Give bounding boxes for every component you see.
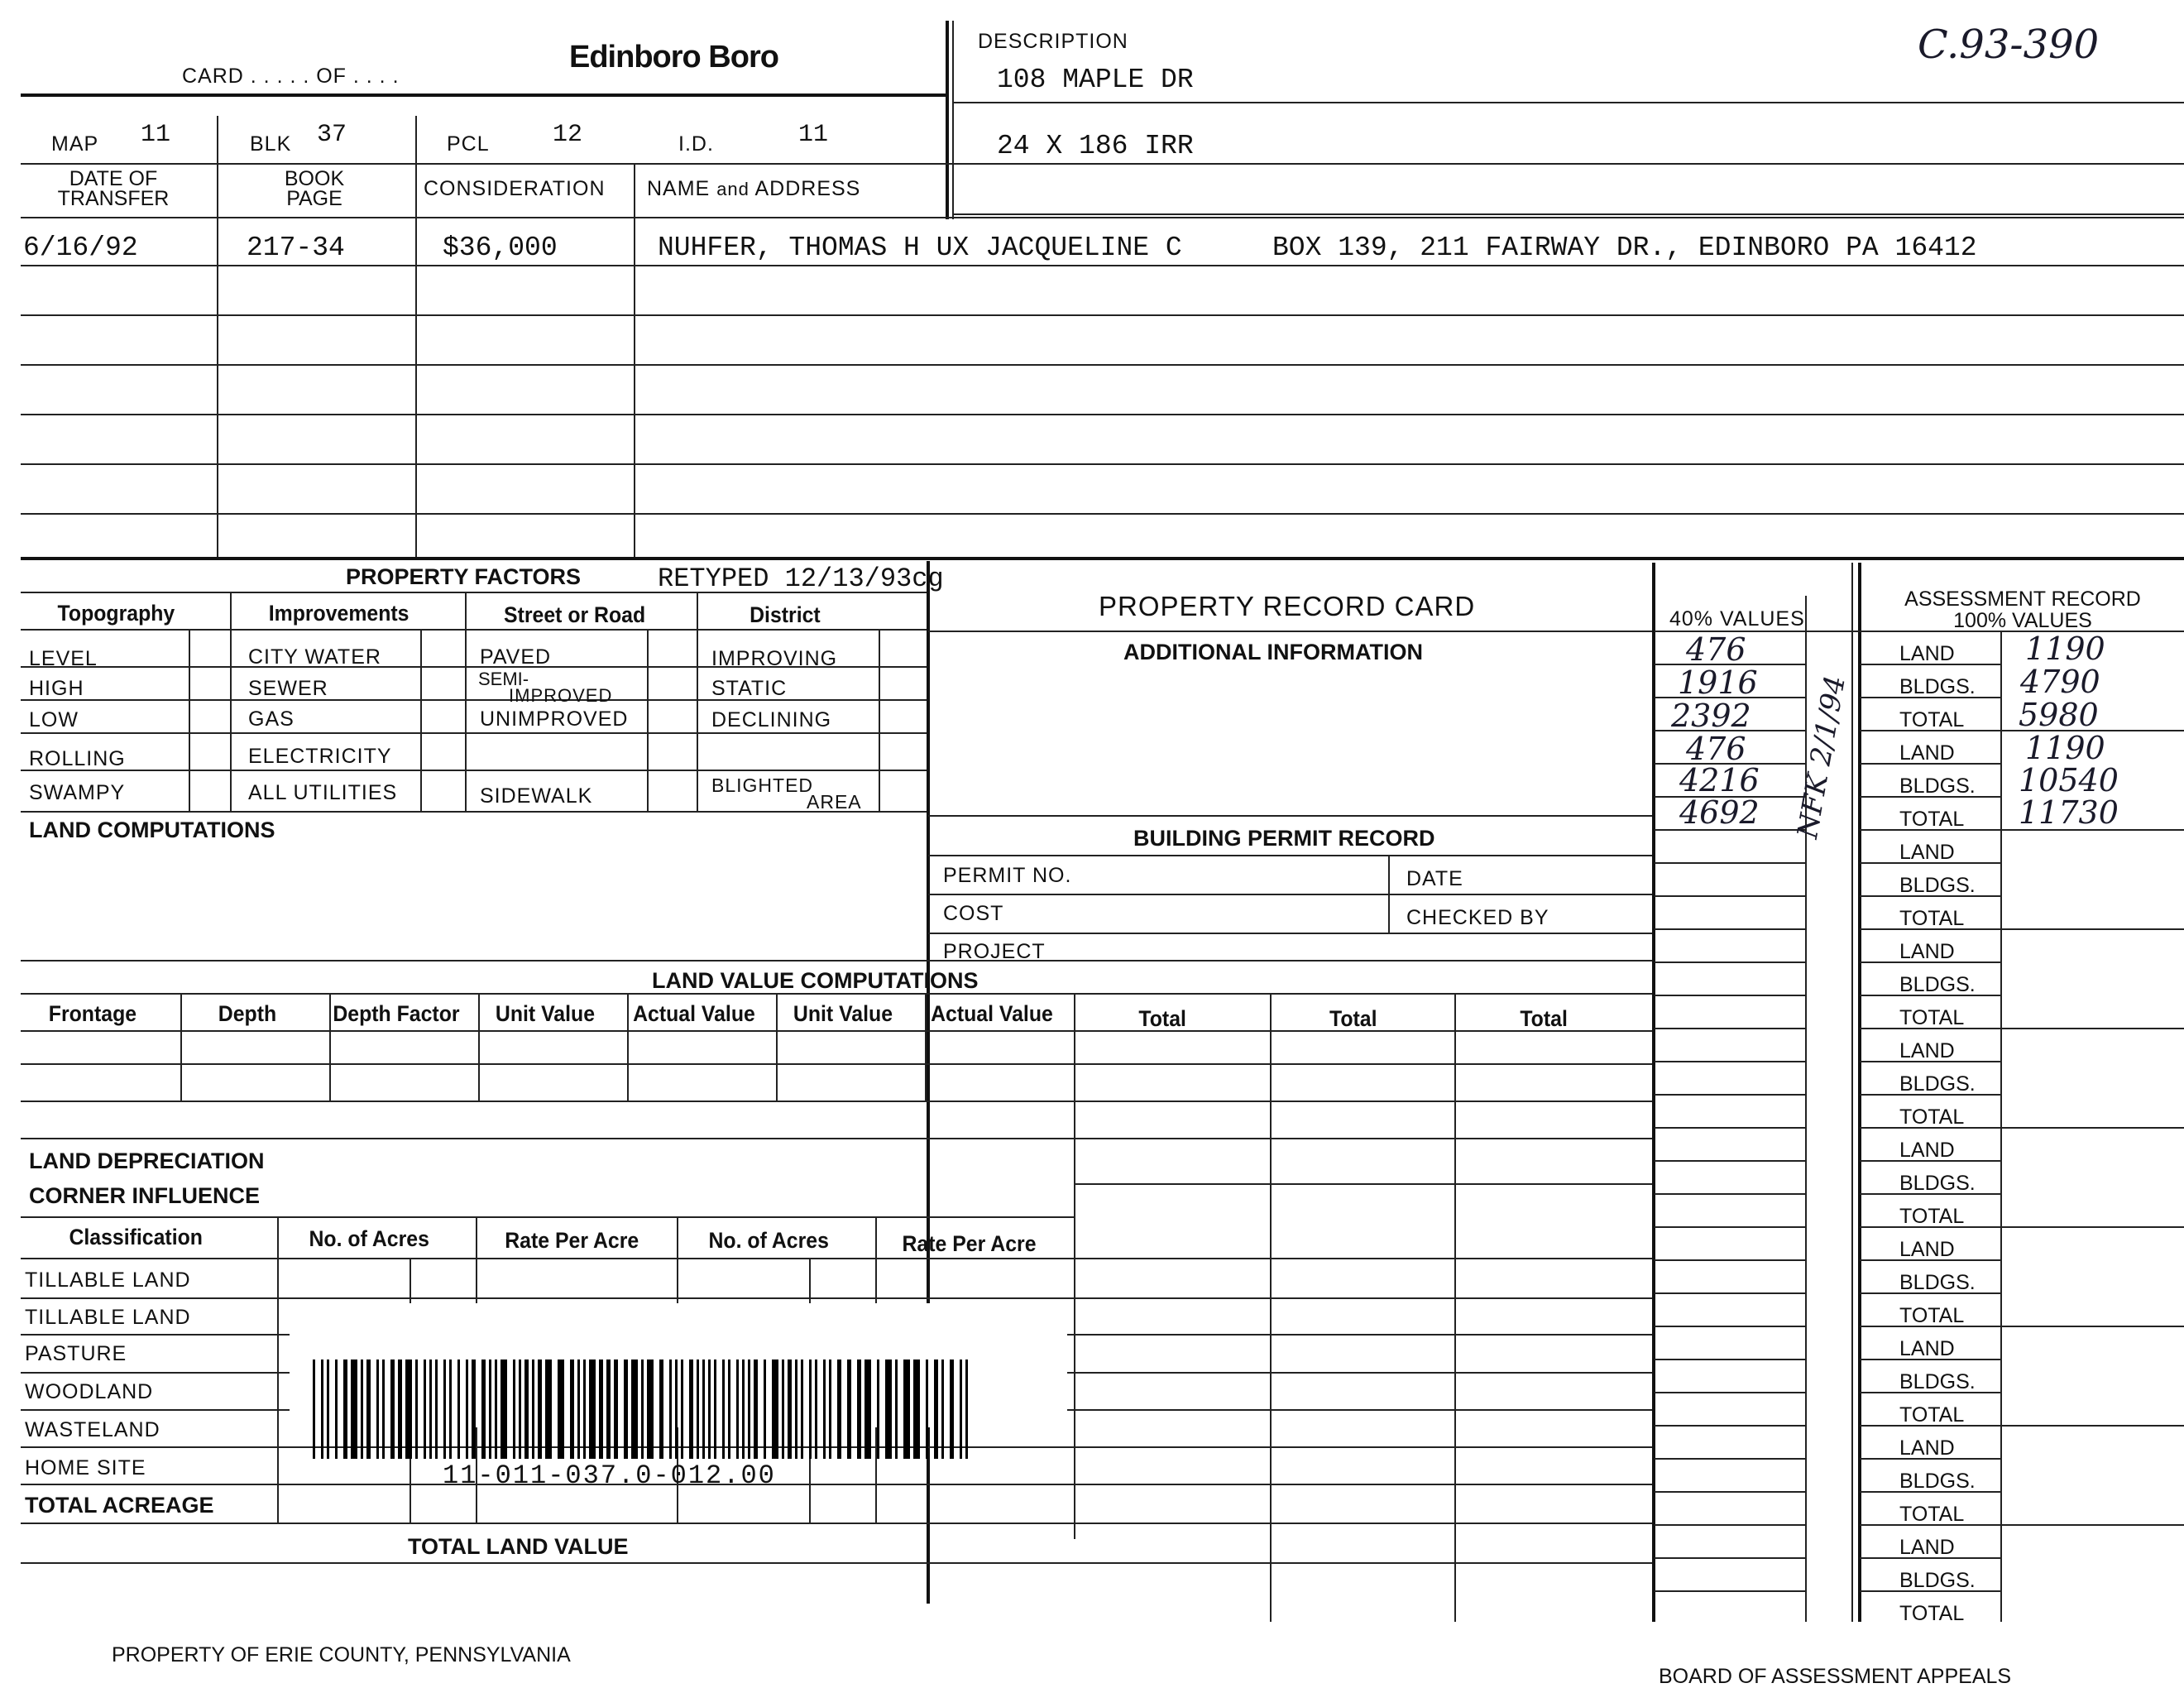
value-40-total-2: 4692 <box>1679 794 1760 831</box>
assessment-row-label: TOTAL <box>1899 1304 1965 1327</box>
road-unimproved: UNIMPROVED <box>480 707 629 731</box>
topography-header: Topography <box>57 601 175 626</box>
district-static: STATIC <box>711 677 788 700</box>
assessment-row-label: LAND <box>1899 741 1955 765</box>
barcode-number: 11-011-037.0-012.00 <box>443 1460 776 1491</box>
assessment-subtitle: 100% VALUES <box>1953 609 2092 632</box>
land-computations-title: LAND COMPUTATIONS <box>29 818 275 842</box>
description-dimensions: 24 X 186 IRR <box>997 131 1194 161</box>
improvements-header: Improvements <box>268 601 410 626</box>
assessment-title: ASSESSMENT RECORD <box>1904 587 2141 611</box>
land-value-header: Unit Value <box>495 1001 596 1026</box>
barcode-sticker <box>290 1303 1067 1427</box>
acreage-row-pasture: PASTURE <box>25 1342 127 1365</box>
land-value-header: Total <box>1520 1006 1568 1031</box>
land-value-header: Total <box>1329 1006 1377 1031</box>
impr-city-water: CITY WATER <box>248 645 381 669</box>
impr-all-utilities: ALL UTILITIES <box>248 781 398 804</box>
topo-level: LEVEL <box>29 647 98 670</box>
street-road-header: Street or Road <box>504 602 646 627</box>
transfer-name: NUHFER, THOMAS H UX JACQUELINE C <box>658 233 1182 263</box>
id-label: I.D. <box>678 132 714 156</box>
pcl-value: 12 <box>553 121 583 149</box>
assessment-row-label: LAND <box>1899 1436 1955 1460</box>
permit-date-label: DATE <box>1406 867 1463 890</box>
land-value-header: Total <box>1138 1006 1186 1031</box>
assessment-row-label: TOTAL <box>1899 1006 1965 1029</box>
footer-board: BOARD OF ASSESSMENT APPEALS <box>1659 1665 2012 1688</box>
card-label: CARD . . . . . OF . . . . <box>182 65 400 88</box>
retyped-note: RETYPED 12/13/93cg <box>658 563 944 594</box>
topo-swampy: SWAMPY <box>29 781 126 804</box>
rate-header-2: Rate Per Acre <box>902 1231 1037 1256</box>
assessment-row-label: LAND <box>1899 642 1955 665</box>
assessment-row-label: BLDGS. <box>1899 675 1976 698</box>
assessment-row-label: BLDGS. <box>1899 1271 1976 1294</box>
assessment-row-label: TOTAL <box>1899 907 1965 930</box>
topo-high: HIGH <box>29 677 84 700</box>
value-40-bldgs-2: 4216 <box>1679 762 1760 798</box>
property-factors-title: PROPERTY FACTORS <box>346 564 582 589</box>
assessment-bldgs-1: 4790 <box>2020 664 2100 700</box>
assessment-row-label: BLDGS. <box>1899 1072 1976 1096</box>
property-record-card-title: PROPERTY RECORD CARD <box>1099 591 1476 621</box>
land-depreciation-label: LAND DEPRECIATION <box>29 1149 265 1173</box>
assessment-row-label: LAND <box>1899 841 1955 864</box>
consideration-header: CONSIDERATION <box>424 177 606 200</box>
assessment-row-label: LAND <box>1899 940 1955 963</box>
assessment-land-2: 1190 <box>2025 730 2105 766</box>
assessment-row-label: LAND <box>1899 1238 1955 1261</box>
municipality-title: Edinboro Boro <box>569 40 778 74</box>
value-40-total-1: 2392 <box>1671 698 1751 734</box>
assessment-bldgs-2: 10540 <box>2019 762 2119 798</box>
value-40-bldgs-1: 1916 <box>1678 664 1758 701</box>
assessment-row-label: LAND <box>1899 1536 1955 1559</box>
permit-no-label: PERMIT NO. <box>943 864 1072 887</box>
topo-rolling: ROLLING <box>29 747 126 770</box>
acreage-row-tillable-1: TILLABLE LAND <box>25 1268 191 1292</box>
road-sidewalk: SIDEWALK <box>480 784 593 808</box>
assessment-row-label: LAND <box>1899 1039 1955 1062</box>
assessment-land-1: 1190 <box>2025 631 2105 667</box>
land-value-header: Unit Value <box>793 1001 893 1026</box>
district-area: AREA <box>807 791 862 813</box>
blk-value: 37 <box>317 121 347 149</box>
map-label: MAP <box>51 132 99 156</box>
rate-header-1: Rate Per Acre <box>505 1228 639 1253</box>
book-header-line2: PAGE <box>286 187 342 210</box>
assessment-row-label: BLDGS. <box>1899 1470 1976 1493</box>
assessment-total-1: 5980 <box>2019 697 2099 733</box>
pcl-label: PCL <box>447 132 490 156</box>
assessment-row-label: TOTAL <box>1899 1602 1965 1625</box>
value-40-land-1: 476 <box>1686 631 1746 668</box>
transfer-book-page: 217-34 <box>247 233 345 263</box>
transfer-address: BOX 139, 211 FAIRWAY DR., EDINBORO PA 16412 <box>1272 233 1977 263</box>
assessment-row-label: LAND <box>1899 1337 1955 1360</box>
assessment-row-label: BLDGS. <box>1899 1172 1976 1195</box>
transfer-consideration: $36,000 <box>443 233 558 263</box>
total-acreage-label: TOTAL ACREAGE <box>25 1493 214 1518</box>
assessment-row-label: TOTAL <box>1899 708 1965 731</box>
impr-gas: GAS <box>248 707 295 731</box>
topo-low: LOW <box>29 708 79 731</box>
value-40-land-2: 476 <box>1686 731 1746 767</box>
land-value-title: LAND VALUE COMPUTATIONS <box>652 968 979 993</box>
footer-county: PROPERTY OF ERIE COUNTY, PENNSYLVANIA <box>112 1643 571 1666</box>
assessment-row-label: BLDGS. <box>1899 774 1976 798</box>
assessment-row-label: BLDGS. <box>1899 1569 1976 1592</box>
additional-information-title: ADDITIONAL INFORMATION <box>1123 640 1423 664</box>
margin-note: NFK 2/1/94 <box>1791 673 1852 842</box>
book-header-line1: BOOK <box>284 167 345 190</box>
acres-header-1: No. of Acres <box>309 1226 429 1251</box>
district-header: District <box>750 602 821 627</box>
name-address-header <box>647 179 860 199</box>
assessment-row-label: LAND <box>1899 1139 1955 1162</box>
district-improving: IMPROVING <box>711 647 838 670</box>
land-value-header: Depth Factor <box>333 1001 460 1026</box>
acreage-row-home-site: HOME SITE <box>25 1456 146 1479</box>
district-declining: DECLINING <box>711 708 832 731</box>
corner-influence-label: CORNER INFLUENCE <box>29 1183 261 1208</box>
road-paved: PAVED <box>480 645 552 669</box>
barcode <box>313 1360 966 1459</box>
classification-header: Classification <box>69 1225 203 1249</box>
road-semi: SEMI- <box>478 669 529 689</box>
assessment-row-label: TOTAL <box>1899 1105 1965 1129</box>
district-blighted: BLIGHTED <box>711 774 814 796</box>
permit-project-label: PROJECT <box>943 940 1046 963</box>
acreage-row-wasteland: WASTELAND <box>25 1418 160 1441</box>
acreage-row-woodland: WOODLAND <box>25 1380 154 1403</box>
land-value-header: Depth <box>218 1001 277 1026</box>
acres-header-2: No. of Acres <box>708 1228 829 1253</box>
name-header-word: NAME <box>647 177 711 200</box>
date-header-line1: DATE OF <box>69 167 158 190</box>
impr-sewer: SEWER <box>248 677 328 700</box>
permit-cost-label: COST <box>943 902 1004 925</box>
map-value: 11 <box>141 121 171 149</box>
assessment-row-label: BLDGS. <box>1899 1370 1976 1393</box>
transfer-date: 6/16/92 <box>23 233 138 263</box>
assessment-total-2: 11730 <box>2019 794 2119 831</box>
land-value-header: Actual Value <box>931 1001 1053 1026</box>
id-value: 11 <box>798 121 829 149</box>
description-label: DESCRIPTION <box>978 30 1128 53</box>
total-land-value-label: TOTAL LAND VALUE <box>408 1534 629 1559</box>
assessment-row-label: BLDGS. <box>1899 973 1976 996</box>
acreage-row-tillable-2: TILLABLE LAND <box>25 1306 191 1329</box>
values-40-title: 40% VALUES <box>1669 607 1805 631</box>
impr-electricity: ELECTRICITY <box>248 745 392 768</box>
blk-label: BLK <box>250 132 292 156</box>
address-header-word: ADDRESS <box>754 177 861 200</box>
assessment-row-label: TOTAL <box>1899 1403 1965 1427</box>
name-header-and: and <box>716 179 750 199</box>
file-number: C.93-390 <box>1918 22 2100 68</box>
description-address: 108 MAPLE DR <box>997 65 1194 95</box>
building-permit-title: BUILDING PERMIT RECORD <box>1133 826 1435 851</box>
date-header-line2: TRANSFER <box>57 187 170 210</box>
road-improved: IMPROVED <box>509 685 613 706</box>
land-value-header: Actual Value <box>633 1001 755 1026</box>
land-value-header: Frontage <box>48 1001 137 1026</box>
permit-checked-by-label: CHECKED BY <box>1406 906 1549 929</box>
assessment-row-label: TOTAL <box>1899 1205 1965 1228</box>
assessment-row-label: BLDGS. <box>1899 874 1976 897</box>
assessment-row-label: TOTAL <box>1899 1503 1965 1526</box>
assessment-row-label: TOTAL <box>1899 808 1965 831</box>
